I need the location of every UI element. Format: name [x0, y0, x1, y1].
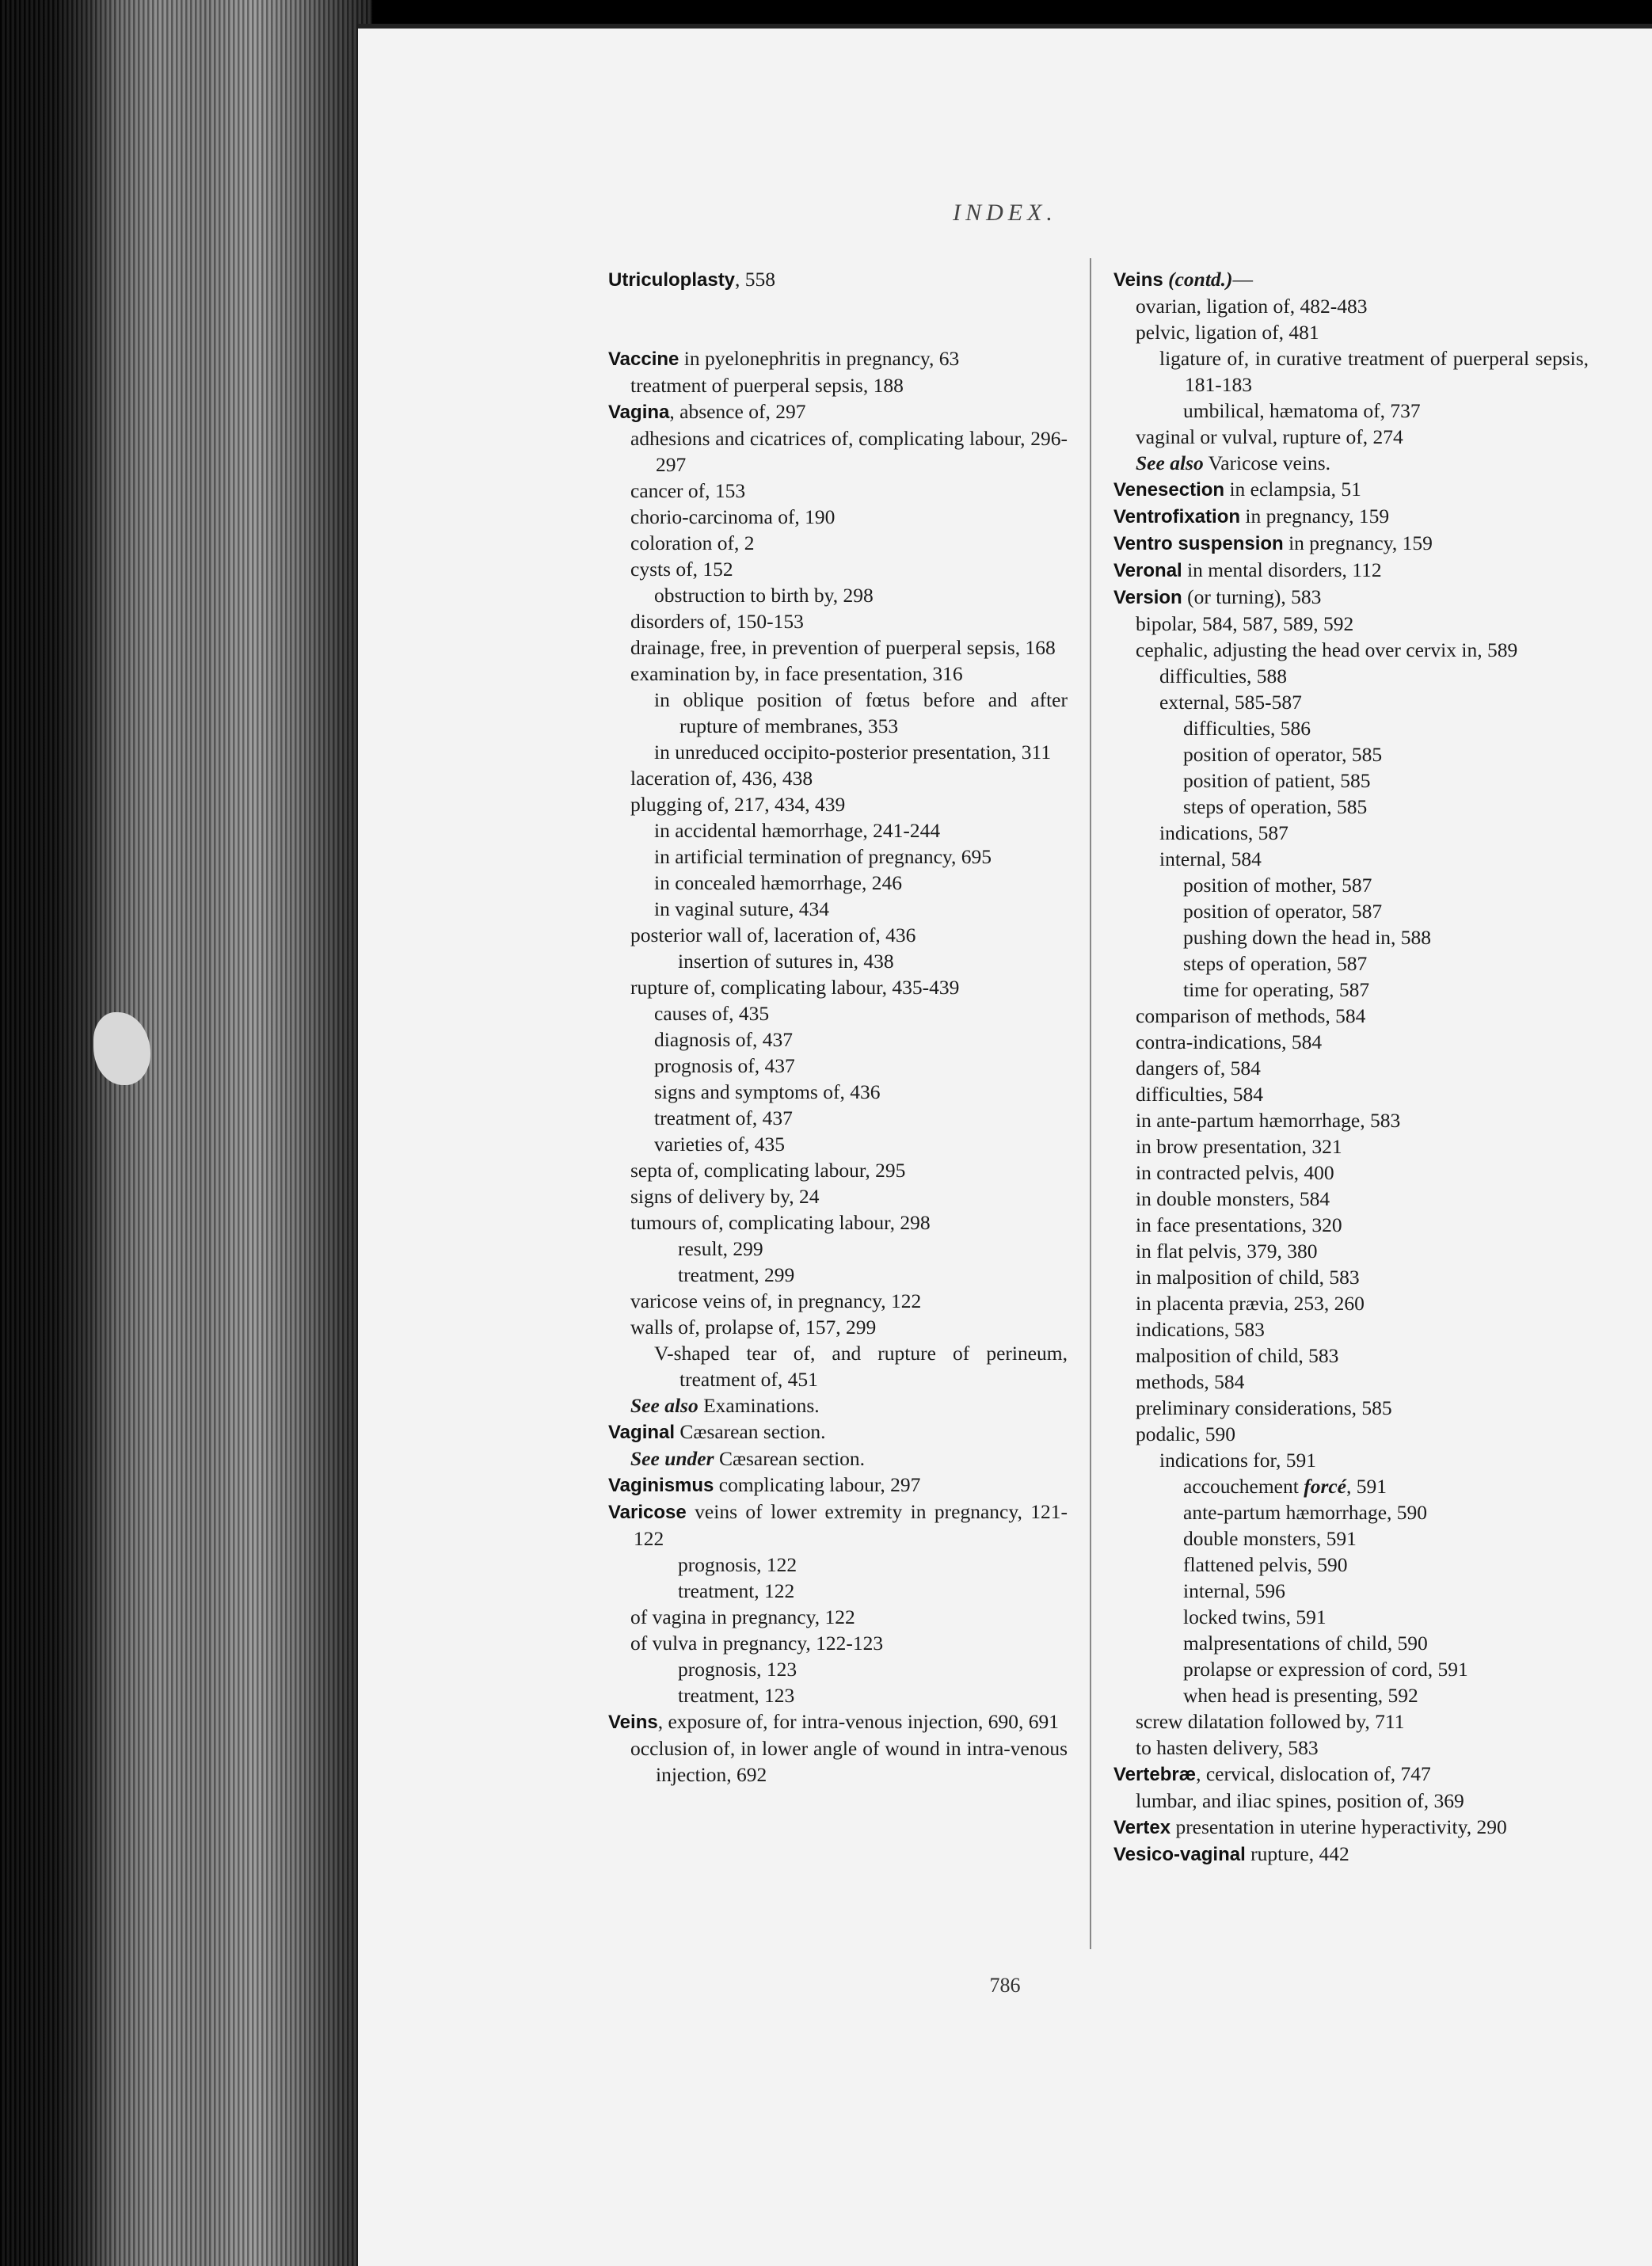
index-subentry	[608, 765, 1068, 791]
entry-text: —	[1232, 268, 1254, 291]
index-subentry	[1113, 898, 1589, 924]
entry-text: comparison of methods, 584	[1136, 1004, 1366, 1027]
index-subentry	[608, 1552, 1068, 1578]
entry-text: varicose veins of, in pregnancy, 122	[630, 1289, 922, 1312]
index-subentry	[1113, 1656, 1589, 1682]
entry-text: diagnosis of, 437	[654, 1028, 793, 1051]
entry-text: , 558	[735, 268, 776, 291]
index-subentry	[1113, 293, 1589, 319]
entry-headword: Veronal	[1113, 560, 1182, 581]
entry-text: prognosis, 122	[678, 1553, 797, 1576]
index-subentry	[1113, 1160, 1589, 1186]
index-subentry	[608, 1000, 1068, 1026]
entry-text: chorio-carcinoma of, 190	[630, 505, 836, 528]
index-subentry	[608, 1604, 1068, 1630]
entry-text: in contracted pelvis, 400	[1136, 1161, 1334, 1184]
index-subentry	[608, 844, 1068, 870]
entry-text: to hasten delivery, 583	[1136, 1736, 1319, 1759]
entry-headword: Veins	[608, 1712, 658, 1733]
index-subentry	[1113, 1682, 1589, 1708]
entry-text: in flat pelvis, 379, 380	[1136, 1240, 1318, 1262]
index-entry	[1113, 1841, 1589, 1868]
index-subentry	[1113, 1421, 1589, 1447]
index-subentry	[1113, 1081, 1589, 1107]
index-subentry	[1113, 1316, 1589, 1342]
index-entry	[608, 266, 1068, 293]
entry-text: in placenta prævia, 253, 260	[1136, 1292, 1365, 1315]
entry-text: bipolar, 584, 587, 589, 592	[1136, 612, 1354, 635]
index-subentry	[1113, 1447, 1589, 1473]
entry-text: prolapse or expression of cord, 591	[1183, 1658, 1468, 1681]
index-entry	[608, 345, 1068, 372]
index-subentry	[1113, 1708, 1589, 1735]
index-subentry	[1113, 1186, 1589, 1212]
index-subentry	[608, 1105, 1068, 1131]
entry-text: umbilical, hæmatoma of, 737	[1183, 399, 1421, 422]
column-divider	[1090, 258, 1091, 1949]
index-subentry	[608, 556, 1068, 582]
entry-text: vaginal or vulval, rupture of, 274	[1136, 425, 1403, 448]
index-subentry	[1113, 1212, 1589, 1238]
entry-text: difficulties, 588	[1159, 665, 1288, 687]
entry-text: pelvic, ligation of, 481	[1136, 321, 1319, 344]
entry-text: difficulties, 584	[1136, 1083, 1264, 1106]
entry-text: in double monsters, 584	[1136, 1187, 1330, 1210]
index-subentry	[1113, 846, 1589, 872]
index-subentry	[1113, 1395, 1589, 1421]
entry-headword: Ventrofixation	[1113, 506, 1241, 527]
index-entry	[1113, 584, 1589, 611]
entry-text: Examinations.	[698, 1394, 820, 1417]
entry-text: , cervical, dislocation of, 747	[1196, 1762, 1431, 1785]
index-subentry	[1113, 715, 1589, 741]
cross-reference-label: See also	[630, 1394, 698, 1417]
index-subentry	[608, 1630, 1068, 1656]
entry-text: Cæsarean section.	[675, 1420, 826, 1443]
index-subentry	[1113, 1290, 1589, 1316]
entry-headword: Version	[1113, 587, 1182, 608]
entry-text: in unreduced occipito-posterior presentation, 311	[654, 741, 1052, 764]
index-subentry	[608, 1236, 1068, 1262]
index-subentry	[608, 1131, 1068, 1157]
entry-text: position of patient, 585	[1183, 769, 1371, 792]
running-header: INDEX.	[953, 200, 1057, 226]
entry-text: tumours of, complicating labour, 298	[630, 1211, 931, 1234]
entry-headword: Varicose	[608, 1502, 687, 1523]
index-subentry	[1113, 950, 1589, 977]
index-subentry	[1113, 1369, 1589, 1395]
entry-text: of vulva in pregnancy, 122-123	[630, 1632, 884, 1655]
entry-text: (or turning), 583	[1182, 585, 1322, 608]
entry-text: cysts of, 152	[630, 558, 733, 581]
index-subentry	[608, 1682, 1068, 1708]
entry-text: disorders of, 150-153	[630, 610, 804, 633]
entry-text: drainage, free, in prevention of puerperal sepsis, 168	[630, 636, 1056, 659]
index-entry	[1113, 266, 1589, 293]
index-subentry	[1113, 450, 1589, 476]
index-subentry	[1113, 1342, 1589, 1369]
entry-text: position of operator, 587	[1183, 900, 1383, 923]
index-subentry	[1113, 767, 1589, 794]
entry-text: cancer of, 153	[630, 479, 746, 502]
entry-text: in mental disorders, 112	[1182, 558, 1382, 581]
index-subentry	[1113, 872, 1589, 898]
index-subentry	[608, 1053, 1068, 1079]
index-subentry	[608, 425, 1068, 478]
entry-text: walls of, prolapse of, 157, 299	[630, 1316, 877, 1339]
index-subentry	[1113, 1630, 1589, 1656]
index-entry	[1113, 1761, 1589, 1788]
book-spine-gutter	[0, 0, 372, 2266]
entry-headword: Vagina	[608, 402, 670, 423]
entry-text: rupture of, complicating labour, 435-439	[630, 976, 960, 999]
entry-text: screw dilatation followed by, 711	[1136, 1710, 1405, 1733]
entry-text: in pregnancy, 159	[1240, 505, 1390, 527]
entry-text: rupture, 442	[1245, 1842, 1349, 1865]
entry-headword: Ventro suspension	[1113, 533, 1284, 554]
index-subentry	[608, 687, 1068, 739]
entry-gap	[608, 293, 1068, 345]
entry-headword: Vertebræ	[1113, 1764, 1197, 1785]
index-subentry	[608, 582, 1068, 608]
index-subentry	[608, 1262, 1068, 1288]
entry-text: in artificial termination of pregnancy, 695	[654, 845, 992, 868]
index-subentry	[1113, 637, 1589, 663]
index-subentry	[608, 1026, 1068, 1053]
index-column-right	[1113, 266, 1589, 1868]
cross-reference-label: See also	[1136, 451, 1204, 474]
entry-text: indications for, 591	[1159, 1449, 1316, 1472]
entry-text: treatment, 123	[678, 1684, 795, 1707]
entry-headword: Veins	[1113, 269, 1163, 291]
continued-label: (contd.)	[1163, 268, 1233, 291]
entry-headword: Utriculoplasty	[608, 269, 736, 291]
index-subentry	[608, 661, 1068, 687]
entry-text: plugging of, 217, 434, 439	[630, 793, 846, 816]
entry-text: flattened pelvis, 590	[1183, 1553, 1348, 1576]
entry-text: coloration of, 2	[630, 531, 755, 554]
entry-text: treatment of puerperal sepsis, 188	[630, 374, 904, 397]
index-entry	[1113, 1814, 1589, 1841]
entry-text: in eclampsia, 51	[1224, 478, 1361, 501]
entry-text: in pyelonephritis in pregnancy, 63	[679, 347, 960, 370]
entry-text: in brow presentation, 321	[1136, 1135, 1342, 1158]
index-subentry	[1113, 689, 1589, 715]
entry-text: indications, 583	[1136, 1318, 1265, 1341]
index-page	[358, 29, 1652, 2266]
index-subentry	[1113, 820, 1589, 846]
index-subentry	[608, 1314, 1068, 1340]
entry-text: laceration of, 436, 438	[630, 767, 813, 790]
entry-headword: Vaginal	[608, 1422, 676, 1443]
entry-text: in face presentations, 320	[1136, 1213, 1342, 1236]
index-subentry	[1113, 924, 1589, 950]
entry-text: signs and symptoms of, 436	[654, 1080, 881, 1103]
entry-text: pushing down the head in, 588	[1183, 926, 1432, 949]
index-entry	[608, 1472, 1068, 1499]
index-entry	[1113, 557, 1589, 584]
index-subentry	[608, 608, 1068, 634]
entry-text: ante-partum hæmorrhage, 590	[1183, 1501, 1428, 1524]
index-entry	[1113, 530, 1589, 557]
index-subentry	[608, 1656, 1068, 1682]
entry-text: dangers of, 584	[1136, 1057, 1261, 1080]
entry-text: V-shaped tear of, and rupture of perineum, treatment of, 451	[654, 1342, 1068, 1391]
index-subentry	[608, 634, 1068, 661]
page-number: 786	[989, 1974, 1021, 1997]
index-subentry	[608, 530, 1068, 556]
index-subentry	[1113, 1735, 1589, 1761]
index-subentry	[1113, 1473, 1589, 1499]
index-subentry	[1113, 1604, 1589, 1630]
index-subentry	[608, 896, 1068, 922]
entry-text: varieties of, 435	[654, 1133, 785, 1156]
entry-text: podalic, 590	[1136, 1422, 1236, 1445]
entry-text: examination by, in face presentation, 316	[630, 662, 963, 685]
index-subentry	[608, 1183, 1068, 1209]
entry-text: presentation in uterine hyperactivity, 290	[1170, 1815, 1507, 1838]
entry-italic-term: forcé	[1304, 1475, 1347, 1498]
index-subentry	[1113, 1029, 1589, 1055]
entry-text: causes of, 435	[654, 1002, 770, 1025]
entry-text: locked twins, 591	[1183, 1605, 1327, 1628]
index-subentry	[1113, 398, 1589, 424]
index-subentry	[1113, 1499, 1589, 1525]
entry-text-tail: , 591	[1346, 1475, 1387, 1498]
index-subentry	[608, 922, 1068, 948]
entry-text: position of operator, 585	[1183, 743, 1383, 766]
entry-text: in concealed hæmorrhage, 246	[654, 871, 902, 894]
index-subentry	[1113, 1055, 1589, 1081]
index-subentry	[608, 791, 1068, 817]
index-subentry	[1113, 1003, 1589, 1029]
index-subentry	[608, 504, 1068, 530]
entry-text: ligature of, in curative treatment of puerperal sepsis, 181-183	[1159, 347, 1589, 396]
index-subentry	[608, 1079, 1068, 1105]
index-subentry	[608, 974, 1068, 1000]
index-entry	[608, 398, 1068, 425]
index-subentry	[608, 1445, 1068, 1472]
index-subentry	[1113, 1525, 1589, 1552]
index-column-left	[608, 266, 1068, 1788]
entry-text: malpresentations of child, 590	[1183, 1632, 1428, 1655]
index-subentry	[608, 1735, 1068, 1788]
entry-text: preliminary considerations, 585	[1136, 1396, 1392, 1419]
entry-text: signs of delivery by, 24	[630, 1185, 820, 1208]
entry-text: indications, 587	[1159, 821, 1288, 844]
entry-text: ovarian, ligation of, 482-483	[1136, 295, 1368, 318]
entry-text: in oblique position of fœtus before and after rupture of membranes, 353	[654, 688, 1068, 737]
entry-text: in accidental hæmorrhage, 241-244	[654, 819, 941, 842]
entry-text: prognosis of, 437	[654, 1054, 795, 1077]
entry-headword: Venesection	[1113, 479, 1225, 501]
entry-text: in vaginal suture, 434	[654, 897, 829, 920]
index-subentry	[608, 1288, 1068, 1314]
index-entry	[1113, 503, 1589, 530]
entry-text: in pregnancy, 159	[1283, 531, 1433, 554]
index-subentry	[1113, 663, 1589, 689]
entry-text: complicating labour, 297	[714, 1473, 921, 1496]
entry-text: time for operating, 587	[1183, 978, 1370, 1001]
entry-text: adhesions and cicatrices of, complicating labour, 296-297	[630, 427, 1068, 476]
entry-text: insertion of sutures in, 438	[678, 950, 894, 973]
index-subentry	[1113, 611, 1589, 637]
index-subentry	[1113, 977, 1589, 1003]
entry-text: cephalic, adjusting the head over cervix in, 589	[1136, 638, 1518, 661]
index-subentry	[608, 1578, 1068, 1604]
entry-text: position of mother, 587	[1183, 874, 1372, 897]
index-subentry	[1113, 1133, 1589, 1160]
entry-text: of vagina in pregnancy, 122	[630, 1605, 855, 1628]
entry-headword: Vaginismus	[608, 1475, 714, 1496]
index-entry	[608, 1419, 1068, 1445]
index-entry	[608, 1499, 1068, 1552]
entry-text: lumbar, and iliac spines, position of, 369	[1136, 1789, 1464, 1812]
entry-text: internal, 584	[1159, 847, 1262, 870]
index-subentry	[608, 1209, 1068, 1236]
index-subentry	[608, 1392, 1068, 1419]
entry-text: occlusion of, in lower angle of wound in intra-venous injection, 692	[630, 1737, 1068, 1786]
entry-text: steps of operation, 587	[1183, 952, 1368, 975]
entry-text: Cæsarean section.	[714, 1447, 866, 1470]
index-subentry	[608, 478, 1068, 504]
index-subentry	[608, 948, 1068, 974]
index-subentry	[608, 817, 1068, 844]
entry-text: methods, 584	[1136, 1370, 1245, 1393]
index-subentry	[608, 1340, 1068, 1392]
index-subentry	[1113, 1238, 1589, 1264]
index-entry	[608, 1708, 1068, 1735]
entry-text: when head is presenting, 592	[1183, 1684, 1418, 1707]
entry-text: difficulties, 586	[1183, 717, 1311, 740]
index-subentry	[608, 739, 1068, 765]
entry-text: , exposure of, for intra-venous injection, 690, 691	[657, 1710, 1060, 1733]
index-subentry	[1113, 345, 1589, 398]
index-subentry	[1113, 1788, 1589, 1814]
entry-headword: Vesico-vaginal	[1113, 1844, 1246, 1865]
entry-text: treatment, 299	[678, 1263, 795, 1286]
index-subentry	[1113, 1578, 1589, 1604]
cross-reference-label: See under	[630, 1447, 714, 1470]
entry-text: obstruction to birth by, 298	[654, 584, 874, 607]
entry-text: posterior wall of, laceration of, 436	[630, 924, 916, 946]
entry-headword: Vertex	[1113, 1817, 1171, 1838]
index-entry	[1113, 476, 1589, 503]
entry-text: double monsters, 591	[1183, 1527, 1357, 1550]
index-subentry	[1113, 1107, 1589, 1133]
entry-text: septa of, complicating labour, 295	[630, 1159, 906, 1182]
index-subentry	[608, 1157, 1068, 1183]
index-subentry	[608, 870, 1068, 896]
entry-text: steps of operation, 585	[1183, 795, 1368, 818]
index-subentry	[608, 372, 1068, 398]
entry-text: in malposition of child, 583	[1136, 1266, 1360, 1289]
index-subentry	[1113, 424, 1589, 450]
index-subentry	[1113, 741, 1589, 767]
entry-headword: Vaccine	[608, 348, 679, 370]
entry-text: in ante-partum hæmorrhage, 583	[1136, 1109, 1401, 1132]
entry-text: treatment of, 437	[654, 1106, 793, 1129]
entry-text: internal, 596	[1183, 1579, 1285, 1602]
index-subentry	[1113, 794, 1589, 820]
entry-text: veins of lower extremity in pregnancy, 121-122	[634, 1500, 1068, 1550]
entry-text: prognosis, 123	[678, 1658, 797, 1681]
entry-text: external, 585-587	[1159, 691, 1302, 714]
entry-text: Varicose veins.	[1203, 451, 1330, 474]
entry-text: treatment, 122	[678, 1579, 795, 1602]
index-subentry	[1113, 1552, 1589, 1578]
entry-text: , absence of, 297	[669, 400, 806, 423]
index-subentry	[1113, 319, 1589, 345]
entry-text: malposition of child, 583	[1136, 1344, 1339, 1367]
index-subentry	[1113, 1264, 1589, 1290]
entry-text: result, 299	[678, 1237, 763, 1260]
entry-text: contra-indications, 584	[1136, 1030, 1323, 1053]
entry-text: accouchement	[1183, 1475, 1304, 1498]
